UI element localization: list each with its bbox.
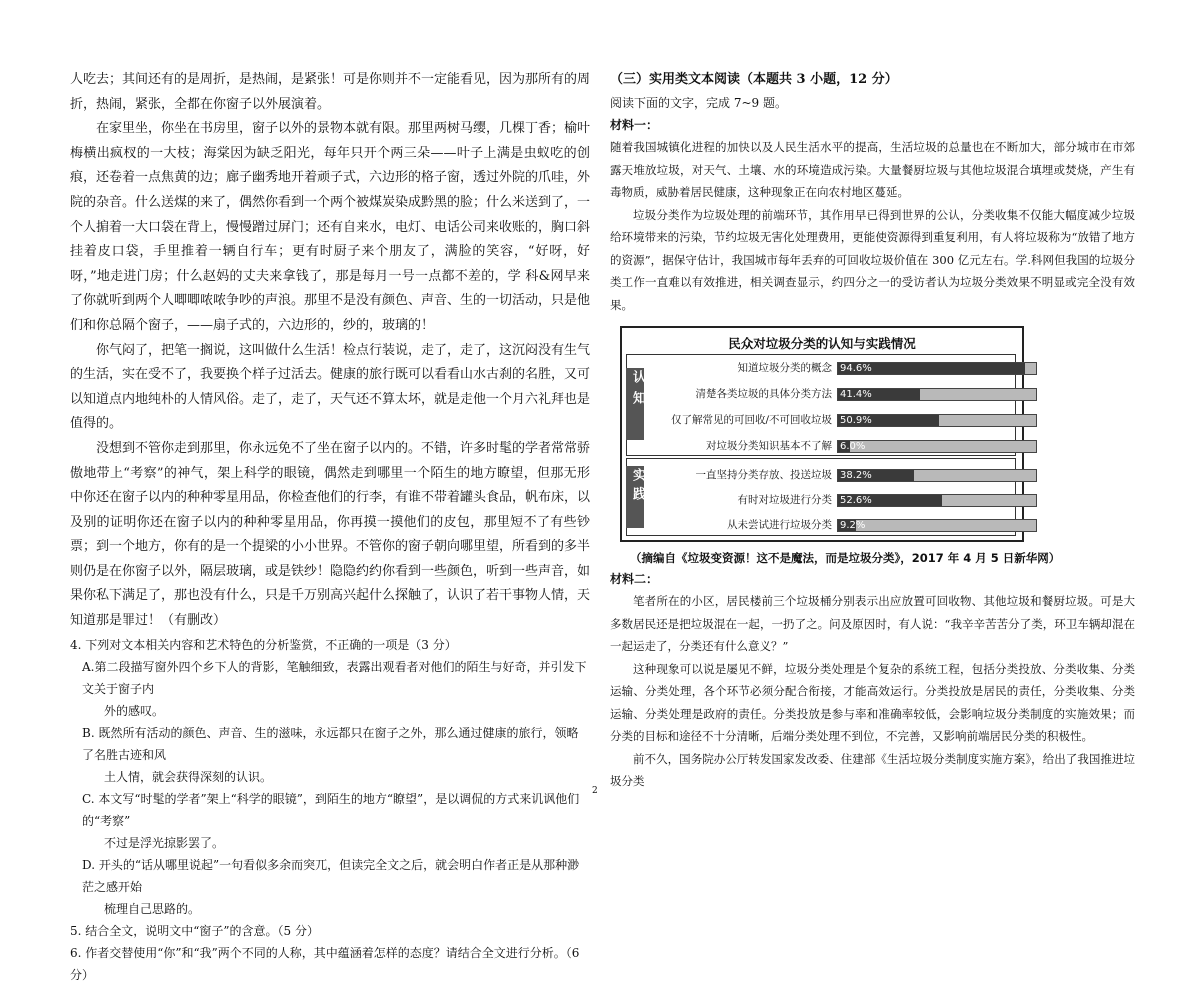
option-d bbox=[70, 854, 590, 920]
bar-track bbox=[837, 469, 1037, 482]
option-d-text: D. 开头的“话从哪里说起”一句看似多余而突兀，但读完全文之后，就会明白作者正是从那种渺茫之感开始 bbox=[82, 857, 580, 894]
group-label-cognition-text: 认知 bbox=[630, 370, 645, 412]
option-d-cont: 梳理自己思路的。 bbox=[104, 901, 201, 916]
option-a-text: A.第二段描写窗外四个乡下人的背影，笔触细致，表露出观看者对他们的陌生与好奇，并引发下文关于窗子内 bbox=[82, 659, 587, 696]
bar-track bbox=[837, 519, 1037, 532]
chart-row bbox=[652, 386, 1042, 402]
bar-value-label: 41.4% bbox=[840, 389, 872, 400]
chart-title: 民众对垃圾分类的认知与实践情况 bbox=[728, 336, 916, 351]
bar-category-label: 有时对垃圾进行分类 bbox=[737, 494, 832, 506]
group-label-cognition bbox=[626, 368, 644, 440]
left-column bbox=[70, 68, 590, 986]
chart-row bbox=[652, 467, 1042, 483]
passage-paragraph-1: 人吃去；其间还有的是周折，是热闹，是紧张！可是你则并不一定能看见，因为那所有的周折，热闹，紧张，全都在你窗子以外展演着。 bbox=[70, 72, 591, 112]
passage-paragraph-3: 你气闷了，把笔一搁说，这叫做什么生活！检点行装说，走了，走了，这沉闷没有生气的生活，实在受不了，我要换个样子过活去。健康的旅行既可以看看山水古刹的名胜，又可以知道点内地纯朴的人情风俗。走了，走了，天气还不算太坏，就是走他一个月六礼拜也是值得的。 bbox=[70, 342, 591, 432]
instruction: 阅读下面的文字，完成 7~9 题。 bbox=[610, 96, 787, 110]
bar-track bbox=[837, 494, 1037, 507]
chart-row bbox=[652, 438, 1042, 454]
material-2-paragraph-1: 笔者所在的小区，居民楼前三个垃圾桶分别表示出应放置可回收物、其他垃圾和餐厨垃圾。可是大多数居民还是把垃圾混在一起，一扔了之。问及原因时，有人说：“我辛辛苦苦分了类，环卫车辆却混在一起运走了，分类还有什么意义？” bbox=[610, 594, 1135, 653]
material-1-paragraph-2: 垃圾分类作为垃圾处理的前端环节，其作用早已得到世界的公认，分类收集不仅能大幅度减少垃圾给环境带来的污染，节约垃圾无害化处理费用，更能使资源得到重复利用，有人将垃圾称为“放错了地方的资源”，据保守估计，我国城市每年丢弃的可回收垃圾价值在 300 亿元左右。学.科网但我国的垃圾分类工作一直难以有效推进，相关调查显示，约四分之一的受访者认为垃圾分类效果不明显或完全没有效果。 bbox=[610, 207, 1135, 312]
bar-value-label: 52.6% bbox=[840, 495, 872, 506]
bar-value-label: 94.6% bbox=[840, 363, 872, 374]
bar-track bbox=[837, 414, 1037, 427]
chart-caption: （摘编自《垃圾变资源！这不是魔法，而是垃圾分类》，2017 年 4 月 5 日新华网） bbox=[630, 551, 1061, 565]
bar-track bbox=[837, 440, 1037, 453]
section-title: （三）实用类文本阅读（本题共 3 小题，12 分） bbox=[610, 72, 898, 87]
chart-row bbox=[652, 360, 1042, 376]
option-c bbox=[70, 788, 590, 854]
option-b-text: B. 既然所有活动的颜色、声音、生的滋味，永远都只在窗子之外，那么通过健康的旅行，领略了名胜古迹和风 bbox=[82, 725, 579, 762]
bar-value-label: 6.0% bbox=[840, 441, 866, 452]
bar-category-label: 知道垃圾分类的概念 bbox=[737, 362, 832, 374]
option-b-cont: 土人情，就会获得深刻的认识。 bbox=[104, 769, 273, 784]
option-b bbox=[70, 722, 590, 788]
question-6: 6. 作者交替使用“你”和“我”两个不同的人称，其中蕴涵着怎样的态度？请结合全文进行分析。（6 分） bbox=[70, 945, 580, 982]
material-1-label: 材料一： bbox=[610, 118, 659, 132]
bar-track bbox=[837, 362, 1037, 375]
passage-paragraph-4: 没想到不管你走到那里，你永远免不了坐在窗子以内的。不错，许多时髦的学者常常骄傲地带上“考察”的神气，架上科学的眼镜，偶然走到哪里一个陌生的地方瞭望，但那无形中你还在窗子以内的种种零星用品，你检查他们的行李，有谁不带着罐头食品，帆布床，以及别的证明你还在窗子以内的种种零星用品，你再摸一摸他们的皮包，那里短不了有些钞票；到一个地方，你有的是一个提梁的小小世界。不管你的窗子朝向哪里望，所看到的多半则仍是在你窗子以外，隔层玻璃，或是铁纱！隐隐约约你看到一些颜色，听到一些声音，如果你私下满足了，那也没有什么，只是千万别高兴起什么探触了，认识了若干事物人情，天知道那是罪过！（有删改） bbox=[70, 440, 591, 629]
bar-category-label: 对垃圾分类知识基本不了解 bbox=[706, 440, 832, 452]
material-2-label: 材料二： bbox=[610, 572, 659, 586]
question-5: 5. 结合全文，说明文中“窗子”的含意。（5 分） bbox=[70, 923, 319, 938]
chart-row bbox=[652, 517, 1042, 533]
option-a-cont: 外的感叹。 bbox=[104, 703, 165, 718]
chart-row bbox=[652, 492, 1042, 508]
question-4: 4. 下列对文本相关内容和艺术特色的分析鉴赏，不正确的一项是（3 分） bbox=[70, 637, 457, 652]
bar-category-label: 一直坚持分类存放、投送垃圾 bbox=[695, 469, 832, 481]
bar-value-label: 50.9% bbox=[840, 415, 872, 426]
group-label-practice-text: 实践 bbox=[630, 468, 645, 506]
page-number: 2 bbox=[592, 786, 598, 796]
material-2-paragraph-2: 这种现象可以说是屡见不鲜，垃圾分类处理是个复杂的系统工程，包括分类投放、分类收集、分类运输、分类处理，各个环节必须分配合衔接，才能高效运行。分类投放是居民的责任，分类收集、分类运输、分类处理是政府的责任。分类投放是参与率和准确率较低，会影响垃圾分类制度的实施效果；而分类的目标和途径不十分清晰，后端分类处理不到位，不完善，又影响前端居民分类的积极性。 bbox=[610, 661, 1135, 743]
bar-track bbox=[837, 388, 1037, 401]
right-column bbox=[610, 68, 1135, 793]
option-a bbox=[70, 656, 590, 722]
bar-category-label: 从未尝试进行垃圾分类 bbox=[727, 519, 832, 531]
bar-category-label: 清楚各类垃圾的具体分类方法 bbox=[695, 388, 832, 400]
bar-category-label: 仅了解常见的可回收/不可回收垃圾 bbox=[670, 414, 832, 426]
material-1-paragraph-1: 随着我国城镇化进程的加快以及人民生活水平的提高，生活垃圾的总量也在不断加大，部分城市在市郊露天堆放垃圾，对天气、土壤、水的环境造成污染。大量餐厨垃圾与其他垃圾混合填埋或焚烧，产生有毒物质，威胁着居民健康，这种现象正在向农村地区蔓延。 bbox=[610, 140, 1135, 199]
option-c-cont: 不过是浮光掠影罢了。 bbox=[104, 835, 225, 850]
survey-bar-chart bbox=[620, 326, 1024, 542]
material-2-paragraph-3: 前不久，国务院办公厅转发国家发改委、住建部《生活垃圾分类制度实施方案》，给出了我国推进垃圾分类 bbox=[610, 751, 1135, 788]
bar-value-label: 38.2% bbox=[840, 470, 872, 481]
option-c-text: C. 本文写“时髦的学者”架上“科学的眼镜”，到陌生的地方“瞭望”，是以调侃的方式来讥讽他们的“考察” bbox=[82, 791, 580, 828]
passage-paragraph-2: 在家里坐，你坐在书房里，窗子以外的景物本就有限。那里两树马缨，几棵丁香；榆叶梅横出疯杈的一大枝；海棠因为缺乏阳光，每年只开个两三朵——叶子上满是虫蚁吃的创痕，还卷着一点焦黄的边；廊子幽秀地开着顽子式，六边形的格子窗，透过外院的爪哇，外院的杂音。什么送煤的来了，偶然你看到一个两个被煤炭染成黔黑的脸；什么米送到了，一个人掮着一大口袋在背上，慢慢蹭过屏门；还有自来水，电灯、电话公司来收账的，胸口斜挂着皮口袋，手里推着一辆自行车；更有时厨子来个朋友了，满脸的笑容，“好呀，好呀，”地走进门房；什么赵妈的丈夫来拿钱了，那是每月一号一点都不差的，学 科&网早来了你就听到两个人唧唧哝哝争吵的声浪。那里不是没有颜色、声音、生的一切活动，只是他们和你总隔个窗子，——扇子式的，六边形的，纱的，玻璃的！ bbox=[70, 121, 591, 333]
bar-value-label: 9.2% bbox=[840, 520, 866, 531]
chart-row bbox=[652, 412, 1042, 428]
